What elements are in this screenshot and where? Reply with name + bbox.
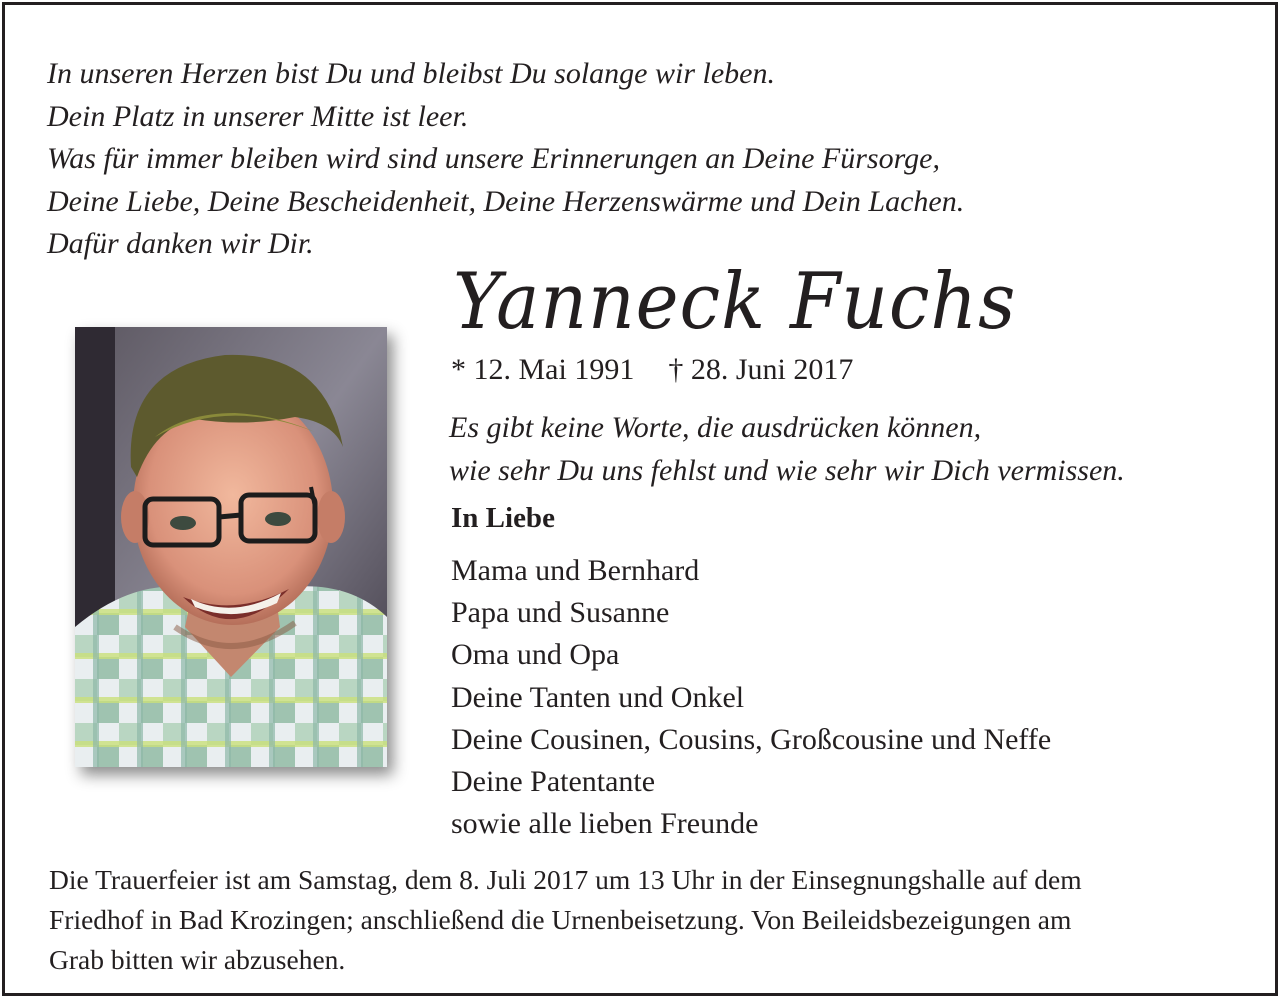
life-dates xyxy=(451,353,853,387)
intro-line: In unseren Herzen bist Du und bleibst Du solange wir leben. xyxy=(47,57,775,90)
intro-line: Dein Platz in unserer Mitte ist leer. xyxy=(47,99,469,133)
quote-line: Es gibt keine Worte, die ausdrücken können, xyxy=(449,411,982,444)
mourners-heading: In Liebe xyxy=(451,502,555,534)
quote-line: wie sehr Du uns fehlst und wie sehr wir Dich vermissen. xyxy=(449,453,1125,487)
funeral-line: Friedhof in Bad Krozingen; anschließend die Urnenbeisetzung. Von Beileidsbezeigungen am xyxy=(49,904,1072,935)
deceased-name: Yanneck Fuchs xyxy=(453,257,1017,347)
death-date: † 28. Juni 2017 xyxy=(668,353,854,386)
intro-line: Dafür danken wir Dir. xyxy=(47,227,314,260)
list-item: Deine Cousinen, Cousins, Großcousine und Neffe xyxy=(451,722,1052,756)
intro-line: Deine Liebe, Deine Bescheidenheit, Deine Herzenswärme und Dein Lachen. xyxy=(47,184,965,218)
list-item: Oma und Opa xyxy=(451,638,620,672)
list-item: Deine Tanten und Onkel xyxy=(451,680,745,714)
birth-date: * 12. Mai 1991 xyxy=(451,353,635,386)
list-item: sowie alle lieben Freunde xyxy=(451,807,759,841)
mourners-list xyxy=(451,550,1051,845)
intro-line: Was für immer bleiben wird sind unsere Erinnerungen an Deine Fürsorge, xyxy=(47,142,940,175)
list-item: Deine Patentante xyxy=(451,765,656,799)
memorial-quote xyxy=(449,407,1125,492)
list-item: Mama und Bernhard xyxy=(451,554,700,587)
list-item: Papa und Susanne xyxy=(451,596,670,630)
intro-verse xyxy=(47,53,964,266)
funeral-notice xyxy=(49,860,1082,980)
obituary-notice xyxy=(2,2,1278,996)
funeral-line: Grab bitten wir abzusehen. xyxy=(49,944,346,975)
portrait-photo xyxy=(75,327,387,767)
funeral-line: Die Trauerfeier ist am Samstag, dem 8. Juli 2017 um 13 Uhr in der Einsegnungshalle auf dem xyxy=(49,864,1082,895)
